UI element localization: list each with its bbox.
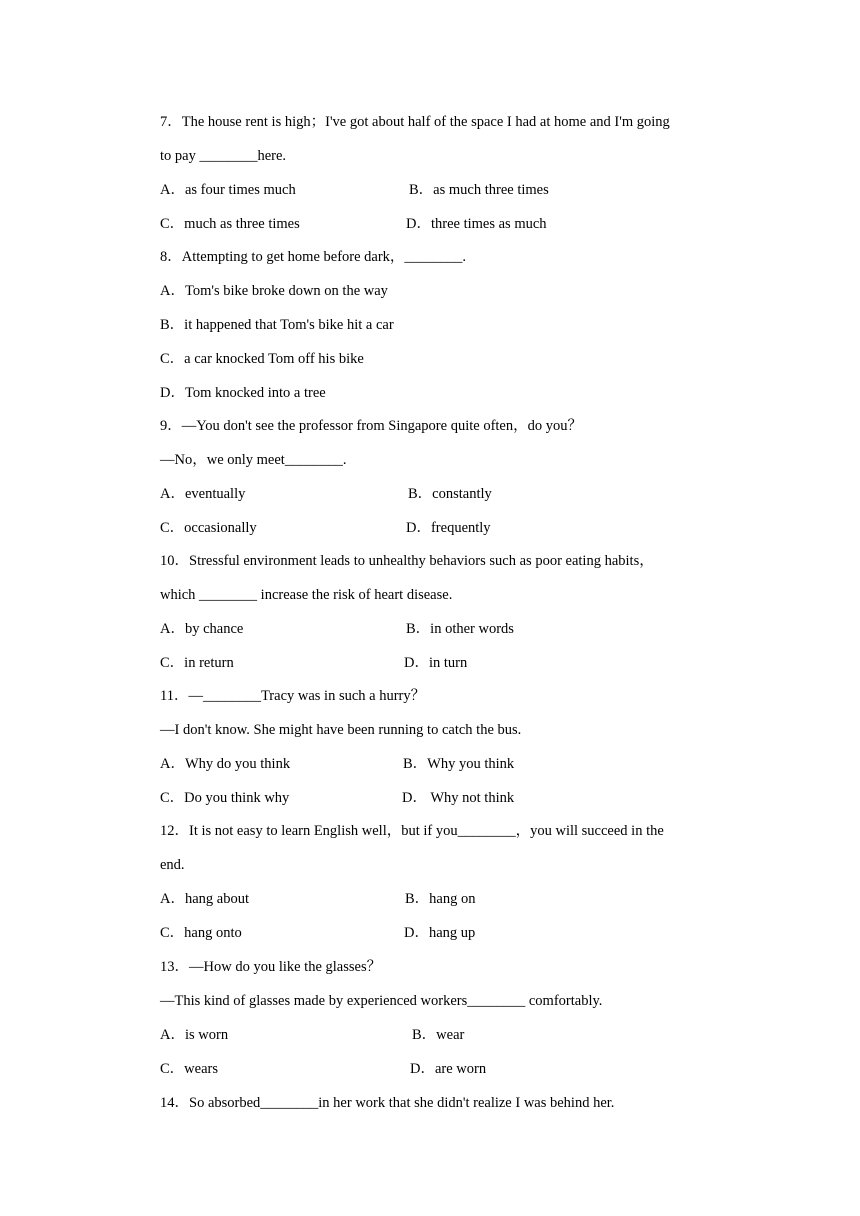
q7-option-a: A．as four times much: [160, 182, 296, 198]
q8-option-a: A．Tom's bike broke down on the way: [160, 283, 388, 299]
q7-stem-line1: 7．The house rent is high；I've got about half of the space I had at home and I'm going: [160, 114, 670, 130]
q11-option-a: A．Why do you think: [160, 756, 291, 772]
q10-stem-line2: which ________ increase the risk of heart disease.: [160, 587, 453, 603]
q10-stem-line1: 10．Stressful environment leads to unhealthy behaviors such as poor eating habits，: [160, 553, 654, 569]
q9-option-d: D．frequently: [406, 520, 491, 536]
q10-option-b: B．in other words: [406, 621, 514, 637]
q8-stem: 8．Attempting to get home before dark，________.: [160, 249, 467, 265]
q10-option-a: A．by chance: [160, 621, 244, 637]
q11-option-d: D． Why not think: [402, 790, 515, 806]
q12-option-d: D．hang up: [404, 925, 476, 941]
q11-stem-line2: —I don't know. She might have been running to catch the bus.: [160, 722, 522, 738]
q9-option-c: C．occasionally: [160, 520, 257, 536]
q10-option-d: D．in turn: [404, 655, 468, 671]
q7-option-b: B．as much three times: [409, 182, 549, 198]
q12-stem-line2: end.: [160, 857, 185, 873]
q8-option-c: C．a car knocked Tom off his bike: [160, 351, 364, 367]
q12-stem-line1: 12．It is not easy to learn English well，but if you________，you will succeed in the: [160, 823, 664, 839]
q12-option-b: B．hang on: [405, 891, 476, 907]
q14-stem: 14．So absorbed________in her work that she didn't realize I was behind her.: [160, 1095, 615, 1111]
q13-option-d: D．are worn: [410, 1061, 487, 1077]
q12-option-a: A．hang about: [160, 891, 249, 907]
q13-stem-line1: 13．—How do you like the glasses？: [160, 959, 382, 975]
q12-option-c: C．hang onto: [160, 925, 242, 941]
q8-option-b: B．it happened that Tom's bike hit a car: [160, 317, 394, 333]
q9-stem-line1: 9．—You don't see the professor from Singapore quite often，do you？: [160, 418, 582, 434]
q9-stem-line2: —No，we only meet________.: [160, 452, 347, 468]
q7-option-d: D．three times as much: [406, 216, 547, 232]
q13-option-c: C．wears: [160, 1061, 218, 1077]
q9-option-a: A．eventually: [160, 486, 246, 502]
q7-stem-line2: to pay ________here.: [160, 148, 287, 164]
q11-option-c: C．Do you think why: [160, 790, 290, 806]
q11-option-b: B．Why you think: [403, 756, 515, 772]
q7-option-c: C．much as three times: [160, 216, 300, 232]
q11-stem-line1: 11．—________Tracy was in such a hurry？: [160, 688, 426, 704]
q13-stem-line2: —This kind of glasses made by experienced workers________ comfortably.: [160, 993, 603, 1009]
q10-option-c: C．in return: [160, 655, 234, 671]
q8-option-d: D．Tom knocked into a tree: [160, 385, 326, 401]
q13-option-b: B．wear: [412, 1027, 465, 1043]
q13-option-a: A．is worn: [160, 1027, 229, 1043]
q9-option-b: B．constantly: [408, 486, 492, 502]
